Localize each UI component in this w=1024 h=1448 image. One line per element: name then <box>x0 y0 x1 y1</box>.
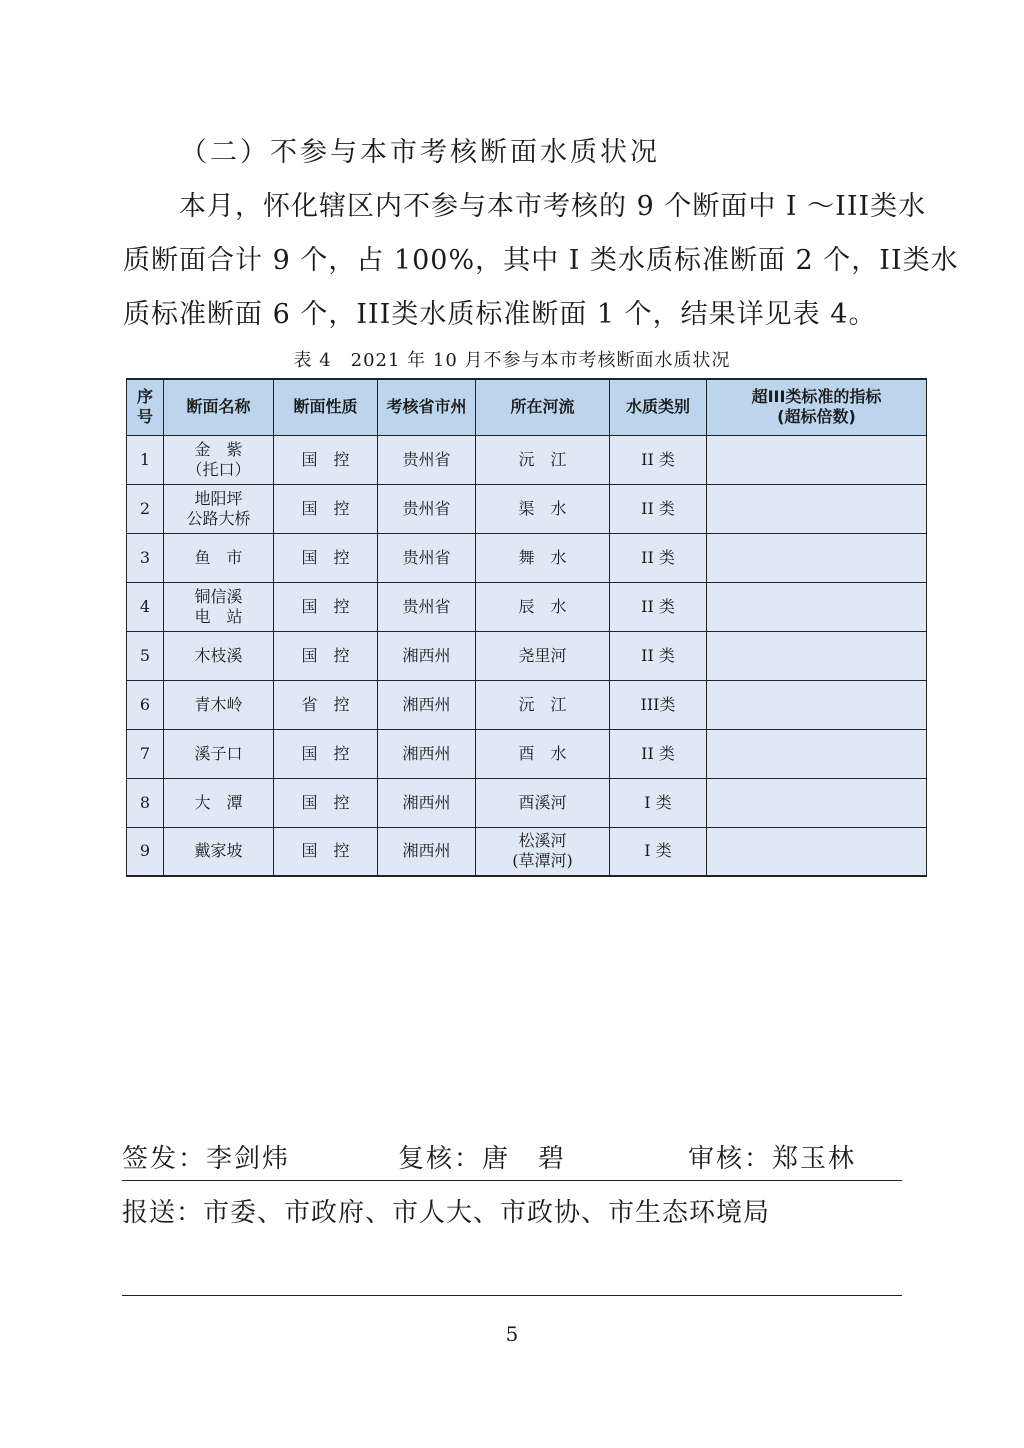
table-header-row <box>127 379 927 435</box>
cell-quality-class: I 类 <box>610 827 707 876</box>
header-cell-index: 序 号 <box>127 379 164 435</box>
cell-exceeding-indicators <box>707 631 927 680</box>
cell-index: 4 <box>127 582 164 631</box>
cell-section-type: 省 控 <box>274 680 378 729</box>
cell-section-type: 国 控 <box>274 484 378 533</box>
cell-index: 2 <box>127 484 164 533</box>
cell-province: 贵州省 <box>378 435 476 484</box>
cell-river: 沅 江 <box>476 680 610 729</box>
cell-exceeding-indicators <box>707 582 927 631</box>
cell-province: 湘西州 <box>378 778 476 827</box>
cell-quality-class: II 类 <box>610 582 707 631</box>
report-recipients: 报送：市委、市政府、市人大、市政协、市生态环境局 <box>122 1198 771 1228</box>
cell-exceeding-indicators <box>707 680 927 729</box>
cell-section-type: 国 控 <box>274 729 378 778</box>
cell-section-type: 国 控 <box>274 435 378 484</box>
page-number: 5 <box>505 1322 519 1346</box>
cell-river: 松溪河 (草潭河) <box>476 827 610 876</box>
header-cell-section-name: 断面名称 <box>164 379 274 435</box>
cell-exceeding-indicators <box>707 827 927 876</box>
cell-quality-class: II 类 <box>610 533 707 582</box>
paragraph-line: 质标准断面 6 个，III类水质标准断面 1 个，结果详见表 4。 <box>123 299 877 330</box>
cell-index: 7 <box>127 729 164 778</box>
header-cell-exceeding-indicators: 超III类标准的指标 (超标倍数) <box>707 379 927 435</box>
cell-section-name: 金 紫 （托口） <box>164 435 274 484</box>
table-row <box>127 582 927 631</box>
cell-section-type: 国 控 <box>274 631 378 680</box>
cell-section-type: 国 控 <box>274 582 378 631</box>
cell-river: 辰 水 <box>476 582 610 631</box>
cell-section-name: 青木岭 <box>164 680 274 729</box>
cell-quality-class: II 类 <box>610 484 707 533</box>
cell-section-name: 鱼 市 <box>164 533 274 582</box>
summary-paragraph <box>123 180 959 342</box>
cell-quality-class: II 类 <box>610 729 707 778</box>
paragraph-line: 质断面合计 9 个，占 100%，其中 I 类水质标准断面 2 个，II类水 <box>123 245 959 276</box>
header-cell-province: 考核省市州 <box>378 379 476 435</box>
cell-section-type: 国 控 <box>274 827 378 876</box>
header-cell-river: 所在河流 <box>476 379 610 435</box>
cell-section-name: 铜信溪 电 站 <box>164 582 274 631</box>
cell-section-name: 戴家坡 <box>164 827 274 876</box>
cell-index: 6 <box>127 680 164 729</box>
cell-index: 1 <box>127 435 164 484</box>
table-row <box>127 729 927 778</box>
cell-river: 渠 水 <box>476 484 610 533</box>
cell-province: 贵州省 <box>378 533 476 582</box>
cell-exceeding-indicators <box>707 435 927 484</box>
cell-exceeding-indicators <box>707 484 927 533</box>
cell-river: 舞 水 <box>476 533 610 582</box>
header-cell-section-type: 断面性质 <box>274 379 378 435</box>
cell-province: 湘西州 <box>378 680 476 729</box>
auditor-signoff: 审核：郑玉林 <box>688 1144 857 1174</box>
cell-river: 酉 水 <box>476 729 610 778</box>
cell-exceeding-indicators <box>707 533 927 582</box>
cell-river: 酉溪河 <box>476 778 610 827</box>
cell-section-name: 大 潭 <box>164 778 274 827</box>
table-caption: 表 4 2021 年 10 月不参与本市考核断面水质状况 <box>293 350 731 371</box>
cell-river: 沅 江 <box>476 435 610 484</box>
cell-quality-class: II 类 <box>610 631 707 680</box>
cell-section-name: 溪子口 <box>164 729 274 778</box>
cell-quality-class: I 类 <box>610 778 707 827</box>
header-cell-quality-class: 水质类别 <box>610 379 707 435</box>
table-row <box>127 680 927 729</box>
cell-river: 尧里河 <box>476 631 610 680</box>
table-row <box>127 631 927 680</box>
cell-section-type: 国 控 <box>274 533 378 582</box>
cell-section-type: 国 控 <box>274 778 378 827</box>
cell-exceeding-indicators <box>707 729 927 778</box>
table-row <box>127 435 927 484</box>
cell-index: 8 <box>127 778 164 827</box>
cell-province: 贵州省 <box>378 582 476 631</box>
cell-index: 3 <box>127 533 164 582</box>
cell-province: 湘西州 <box>378 631 476 680</box>
cell-index: 9 <box>127 827 164 876</box>
table-row <box>127 484 927 533</box>
cell-section-name: 地阳坪 公路大桥 <box>164 484 274 533</box>
table-row <box>127 827 927 876</box>
cell-province: 贵州省 <box>378 484 476 533</box>
divider-line <box>122 1295 902 1296</box>
cell-section-name: 木枝溪 <box>164 631 274 680</box>
cell-quality-class: II 类 <box>610 435 707 484</box>
table-row <box>127 778 927 827</box>
reviewer-signoff: 复核：唐 碧 <box>398 1144 567 1174</box>
paragraph-line: 本月，怀化辖区内不参与本市考核的 9 个断面中 I ～III类水 <box>179 191 927 222</box>
cell-quality-class: III类 <box>610 680 707 729</box>
cell-province: 湘西州 <box>378 827 476 876</box>
cell-index: 5 <box>127 631 164 680</box>
section-heading: （二）不参与本市考核断面水质状况 <box>180 137 660 168</box>
table-row <box>127 533 927 582</box>
cell-exceeding-indicators <box>707 778 927 827</box>
cell-province: 湘西州 <box>378 729 476 778</box>
divider-line <box>122 1180 902 1181</box>
issuer-signoff: 签发：李剑炜 <box>122 1144 291 1174</box>
water-quality-table <box>126 378 927 877</box>
